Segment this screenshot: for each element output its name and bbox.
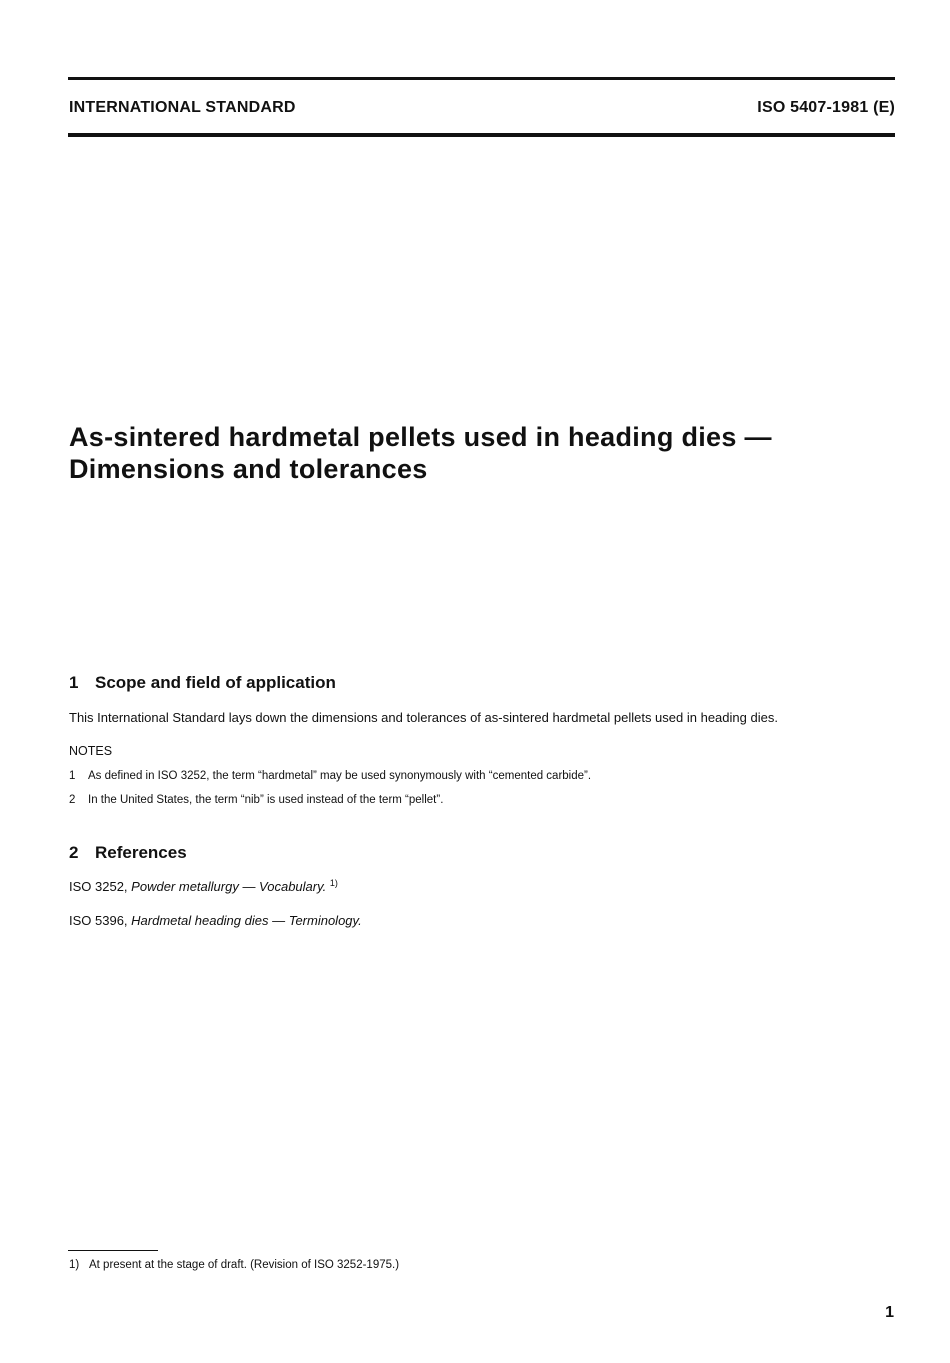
footnote-1 (69, 1258, 399, 1272)
note-1-text: As defined in ISO 3252, the term “hardmetal” may be used synonymously with “cemented carbide”. (88, 770, 592, 782)
title-line-1: As-sintered hardmetal pellets used in heading dies — (69, 422, 772, 452)
document-type-label: INTERNATIONAL STANDARD (69, 99, 296, 116)
header-top-rule (68, 77, 895, 80)
footnote-1-text: At present at the stage of draft. (Revision of ISO 3252-1975.) (89, 1259, 400, 1271)
reference-1 (69, 879, 338, 895)
section-2-number: 2 (69, 843, 79, 862)
document-title (69, 421, 889, 485)
standard-number: ISO 5407-1981 (E) (757, 99, 895, 116)
note-1 (69, 769, 591, 783)
title-line-2: Dimensions and tolerances (69, 454, 428, 484)
note-1-number: 1 (69, 770, 76, 782)
note-2-number: 2 (69, 794, 76, 806)
reference-2 (69, 913, 362, 929)
page-number: 1 (885, 1304, 894, 1321)
reference-1-footnote-mark[interactable]: 1) (329, 878, 338, 888)
header-bottom-rule (68, 133, 895, 137)
reference-2-code: ISO 5396, (69, 913, 128, 928)
section-2-title: References (95, 843, 187, 862)
notes-label: NOTES (69, 744, 113, 758)
footnote-1-number: 1) (69, 1259, 80, 1271)
section-1-number: 1 (69, 673, 79, 692)
section-2-heading (69, 843, 187, 863)
section-1-title: Scope and field of application (95, 673, 336, 692)
reference-2-title: Hardmetal heading dies — Terminology. (131, 913, 362, 928)
reference-1-code: ISO 3252, (69, 879, 128, 894)
note-2-text: In the United States, the term “nib” is used instead of the term “pellet”. (88, 794, 444, 806)
section-1-heading (69, 673, 336, 693)
reference-1-title: Powder metallurgy — Vocabulary. (131, 879, 327, 894)
section-1-body: This International Standard lays down the dimensions and tolerances of as-sintered hardmetal pellets used in heading dies. (69, 710, 778, 725)
footnote-separator (68, 1250, 158, 1251)
note-2 (69, 793, 443, 807)
